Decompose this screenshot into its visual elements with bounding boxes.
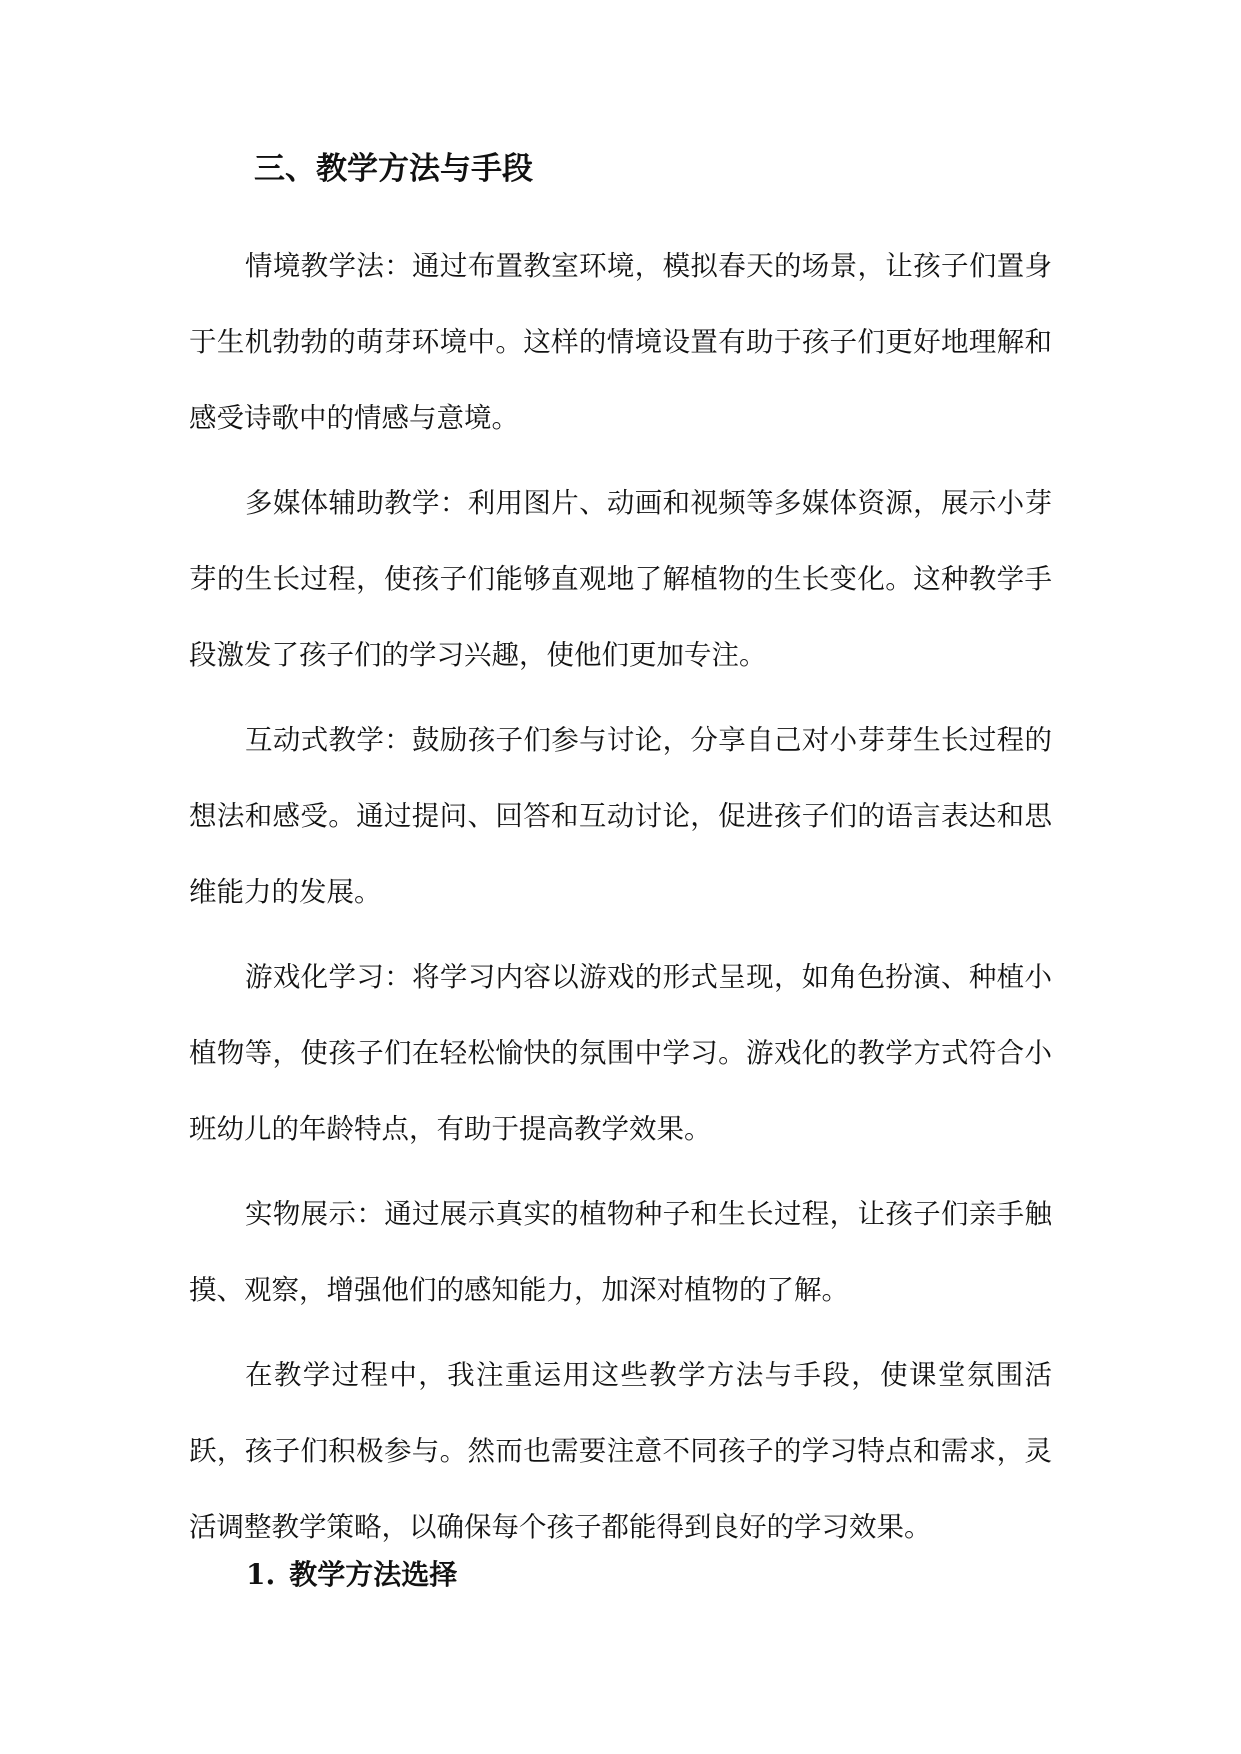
section-heading: 三、教学方法与手段 [254, 151, 533, 187]
paragraph-situational-teaching: 情境教学法：通过布置教室环境，模拟春天的场景，让孩子们置身于生机勃勃的萌芽环境中。这样的情境设置有助于孩子们更好地理解和感受诗歌中的情感与意境。 [189, 250, 1052, 434]
paragraph-object-display: 实物展示：通过展示真实的植物种子和生长过程，让孩子们亲手触摸、观察，增强他们的感知能力，加深对植物的了解。 [189, 1198, 1052, 1306]
paragraph-interactive-teaching: 互动式教学：鼓励孩子们参与讨论，分享自己对小芽芽生长过程的想法和感受。通过提问、回答和互动讨论，促进孩子们的语言表达和思维能力的发展。 [189, 724, 1052, 908]
subsection-number: 1. [246, 1558, 276, 1591]
body-text [189, 228, 1052, 1574]
subsection-heading [246, 1553, 457, 1597]
paragraph-game-learning: 游戏化学习：将学习内容以游戏的形式呈现，如角色扮演、种植小植物等，使孩子们在轻松愉快的氛围中学习。游戏化的教学方式符合小班幼儿的年龄特点，有助于提高教学效果。 [189, 961, 1052, 1145]
paragraph-multimedia-teaching: 多媒体辅助教学：利用图片、动画和视频等多媒体资源，展示小芽芽的生长过程，使孩子们能够直观地了解植物的生长变化。这种教学手段激发了孩子们的学习兴趣，使他们更加专注。 [189, 487, 1052, 671]
paragraph-summary: 在教学过程中，我注重运用这些教学方法与手段，使课堂氛围活跃，孩子们积极参与。然而也需要注意不同孩子的学习特点和需求，灵活调整教学策略，以确保每个孩子都能得到良好的学习效果。 [189, 1359, 1052, 1543]
subsection-title: 教学方法选择 [289, 1558, 458, 1591]
